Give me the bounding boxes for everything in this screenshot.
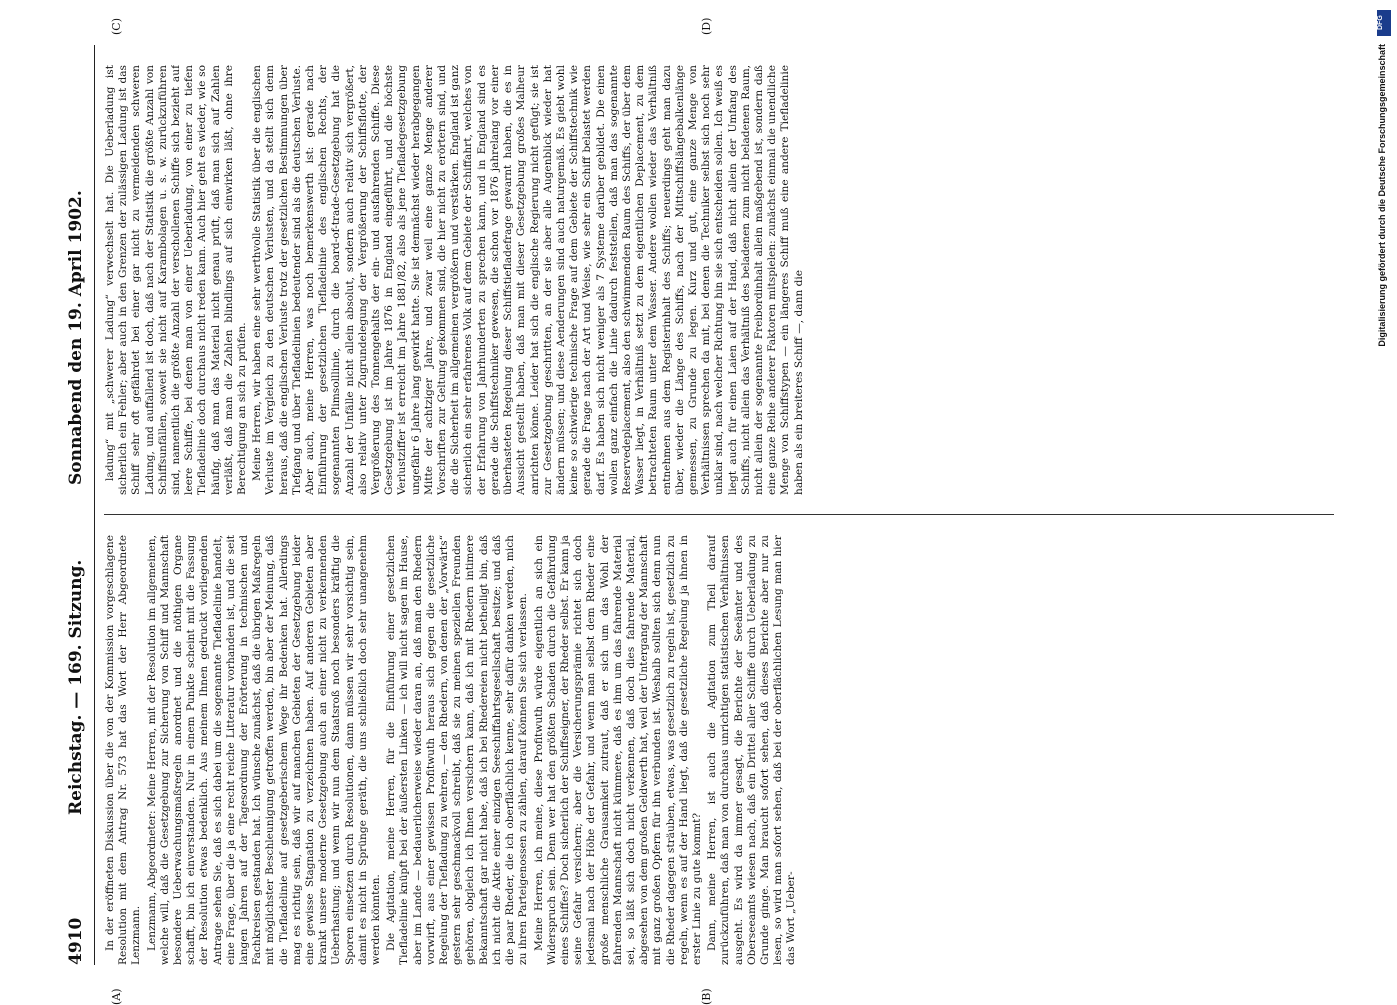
- rotated-page: [60, 17, 1350, 1005]
- paragraph: In der eröffneten Diskussion über die von der Kommission vorgeschlagene Resolution mit dem Antrag Nr. 573 hat das Wort der Herr Abgeordnete Lenzmann.: [104, 535, 143, 965]
- credit-text: Digitalisierung gefördert durch die Deutsche Forschungsgemeinschaft: [1377, 44, 1387, 347]
- page-number: 4910: [66, 917, 86, 965]
- left-column: [104, 535, 1334, 965]
- paragraph: Dann, meine Herren, ist auch die Agitation zum Theil darauf zurückzuführen, daß man von durchaus unrichtigen statistischen Verhältnissen ausgeht. Es wird da immer gesagt, die Berichte der Seeämter und des Oberseeamts wiesen nach, daß ein Drittel aller Schiffe durch Ueberladung zu Grunde ginge. Man braucht sofort sehen, daß dieses Berichte aber nur zu lesen, so wird man sofort sehen, daß bei der oberflächlichen Lesung man hier das Wort „Ueber-: [706, 535, 798, 965]
- page-header: [60, 45, 94, 965]
- digitization-credit: [1375, 10, 1393, 570]
- dfg-logo-icon: DFG: [1377, 10, 1391, 36]
- session-title: Reichstag. — 169. Sitzung.: [66, 559, 86, 815]
- paragraph: Meine Herren, ich meine, diese Profitwuth würde eigentlich an sich ein Widerspruch sein. Denn wer hat den größten Schaden durch die Gefährdung eines Schiffes? Doch sicherlich der Schiffseigner, der Rheder selbst. Er kann ja seine Gefahr versichern; aber die Versicherungsprämie richtet sich doch jedesmal nach der Höhe der Gefahr, und wenn man selbst dem Rheder eine große menschliche Grausamkeit zutraut, daß er sich um das Wohl der fahrenden Mannschaft nicht kümmere, daß es ihm um das fahrende Material sei, so läßt sich doch nicht verkennen, daß doch dies fahrende Material, abgesehen von dem großen Geldwerth hat, weil der Untergang der Mannschaft mit ganz großen Opfern für ihn verbunden ist. Weshalb sollten sich denn nun die Rheder dagegen sträuben, etwas, was gesetzlich zu regeln ist, gesetzlich zu regeln, wenn es auf der Hand liegt, daß die gesetzliche Regelung ja ihnen in erster Linie zu gute kommt?: [532, 535, 703, 965]
- right-column: [104, 65, 1334, 495]
- header-rule: [94, 45, 95, 965]
- margin-marker-a: (A): [110, 988, 123, 1005]
- paragraph: Die Agitation, meine Herren, für die Einführung einer gesetzlichen Tiefladelinie knüpft bei der äußersten Linken — ich will nicht sagen im Hause, aber im Lande — bedauerlicherweise wieder daran an, daß man den Rhedern vorwirft, aus einer gewissen Profitwuth heraus sich gegen die gesetzliche Regelung der Tiefladung zu wehren, — den Rhedern, von denen der „Vorwärts“ gestern sehr geschmackvoll schreibt, daß sie zu meinen speziellen Freunden gehören, obgleich ich Ihnen versichern kann, daß ich mit Rhedern intimere Bekanntschaft gar nicht habe, daß ich bei Rhedereien nicht betheiligt bin, daß ich nicht die Aktie einer einzigen Seeschiffahrtsgesellschaft besitze; und daß die paar Rheder, die ich oberflächlich kenne, sehr dafür danken werden, mich zu ihren Parteigenossen zu zählen, darauf können Sie sich verlassen.: [385, 535, 530, 965]
- paragraph: ladung“ mit „schwerer Ladung“ verwechselt hat. Die Ueberladung ist sicherlich ein Fehler; aber auch in den Grenzen der zulässigen Ladung ist das Schiff sehr oft gefährdet bei einer gar nicht zu vermeidenden schweren Ladung, und auffallend ist doch, daß nach der Statistik die größte Anzahl von Schiffsunfällen, soweit sie nicht auf Karambolagen u. s. w. zurückzuführen sind, namentlich die größte Anzahl der verschollenen Schiffe sich bezieht auf leere Schiffe, bei denen man von einer Ueberladung, von einer zu tiefen Tiefladelinie doch durchaus nicht reden kann. Auch hier geht es wieder, wie so häufig, daß man das Material nicht genau prüft, daß man sich auf Zahlen verläßt, daß man die Zahlen blindlings auf sich einwirken läßt, ohne ihre Berechtigung an sich zu prüfen.: [104, 65, 249, 495]
- margin-marker-c: (C): [110, 18, 123, 35]
- paragraph: Meine Herren, wir haben eine sehr werthvolle Statistik über die englischen Verluste im Vergleich zu den deutschen Verlusten, und da stellt sich denn heraus, daß die englischen Verluste trotz der gesetzlichen Bestimmungen über Tiefgang und über Tiefladelinien bedeutender sind als die deutschen Verluste. Aber auch, meine Herren, was noch bemerkenswerth ist: gerade nach Einführung der gesetzlichen Tiefladelinie des englischen Rechts, der sogenannten Plimsolllinie, durch die board-of-trade-Gesetzgebung hat die Anzahl der Unfälle nicht allein absolut, sondern auch relativ sich vergrößert, also relativ unter Zugrundelegung der Vergrößerung der Schiffsflotte, der Vergrößerung des Tonnengehalts der ein- und ausfahrenden Schiffe. Diese Gesetzgebung ist im Jahre 1876 in England eingeführt, und die höchste Verlustziffer ist erreicht im Jahre 1881/82, also als jene Tiefladegesetzgebung ungefähr 6 Jahre lang gewirkt hatte. Sie ist demnächst wieder herabgegangen Mitte der achtziger Jahre, und zwar weil eine ganze Menge anderer Vorschriften zur Geltung gekommen sind, die hier nicht zu erörtern sind, und die die Sicherheit im allgemeinen vergrößern und verstärken. England ist ganz sicherlich ein sehr erfahrenes Volk auf dem Gebiete der Schiffahrt, welches von der Erfahrung von Jahrhunderten zu sprechen kann, und in England sind es gerade die Schiffstechniker gewesen, die schon vor 1876 jahrelang vor einer überhasteten Regelung dieser Schiffstiefladefrage gewarnt haben, die es in Aussicht gestellt haben, daß man mit dieser Gesetzgebung großes Malheur anrichten könne. Leider hat sich die englische Regierung nicht gefügt; sie ist zur Gesetzgebung geschritten, an der sie aber alle Augenblick wieder hat ändern müssen; und diese Aenderungen sind auch naturgemäß. Es giebt wohl keine so schwierige technische Frage auf dem Gebiete der Schiffstechnik wie gerade die Frage nach der Art und Weise, wie sehr ein Schiff belastet werden darf. Es haben sich nicht weniger als 7 Systeme darüber gebildet. Die einen wollen ganz einfach die Linie dadurch feststellen, daß man das sogenannte Reservedeplacement, also den schwimmenden Raum des Schiffs, der über dem Wasser liegt, in Verhältniß setzt zu dem eigentlichen Deplacement, zu dem betrachteten Raum unter dem Wasser. Andere wollen wieder das Verhältniß entnehmen aus dem Registerinhalt des Schiffs; neuerdings geht man dazu über, wieder die Länge des Schiffs, nach der Mittschiffslängebalkenlänge gemessen, zu Grunde zu legen. Kurz und gut, eine ganze Menge von Verhältnissen sprechen da mit, bei denen die Techniker selbst sich noch sehr unklar sind, nach welcher Richtung hin sie sich entscheiden sollen. Ich weiß es liegt auch für einen Laien auf der Hand, daß nicht allein der Umfang des Schiffs, nicht allein das Verhältniß des beladenen zum nicht beladenen Raum, nicht allein der sogenannte Freibordinhalt allein maßgebend ist, sondern daß eine ganze Reihe anderer Faktoren mitspielen: zunächst einmal die unendliche Menge von Schiffstypen — ein längeres Schiff muß eine andere Tiefladelinie haben als ein breiteres Schiff —, dann die: [251, 65, 805, 495]
- margin-marker-d: (D): [700, 17, 713, 35]
- paragraph: Lenzmann, Abgeordneter: Meine Herren, mit der Resolution im allgemeinen, welche will, daß die Gesetzgebung zur Sicherung von Schiff und Mannschaft besondere Ueberwachungsmaßregeln anordnet und die nöthigen Organe schafft, bin ich einverstanden. Nur in einem Punkte scheint mit die Fassung der Resolution etwas bedenklich. Aus meinem Ihnen gedruckt vorliegenden Antrage sehen Sie, daß es sich dabei um die sogenannte Tiefladelinie handelt, eine Frage, über die ja eine recht reiche Litteratur vorhanden ist, und die seit langen Jahren auf der Tagesordnung der Erörterung in technischen und Fachkreisen gestanden hat. Ich wünsche zunächst, daß die übrigen Maßregeln mit möglichster Beschleunigung getroffen werden, bin aber der Meinung, daß die Tiefladelinie auf gesetzgeberischem Wege ihr Bedenken hat. Allerdings mag es richtig sein, daß wir auf manchen Gebieten der Gesetzgebung leider eine gewisse Stagnation zu verzeichnen haben. Auf anderen Gebieten aber krankt unsere moderne Gesetzgebung auch an einer nicht zu verkennenden Ueberhastung; und wenn wir nun dem Staatsroß noch besonders kräftig die Sporen einsetzen durch Resolutionen, dann müssen wir sehr vorsichtig sein, damit es nicht in Sprünge geräth, die uns schließlich doch sehr unangenehm werden könnten.: [145, 535, 383, 965]
- margin-marker-b: (B): [700, 988, 713, 1005]
- column-divider: [104, 514, 1334, 515]
- session-date: Sonnabend den 19. April 1902.: [66, 190, 86, 485]
